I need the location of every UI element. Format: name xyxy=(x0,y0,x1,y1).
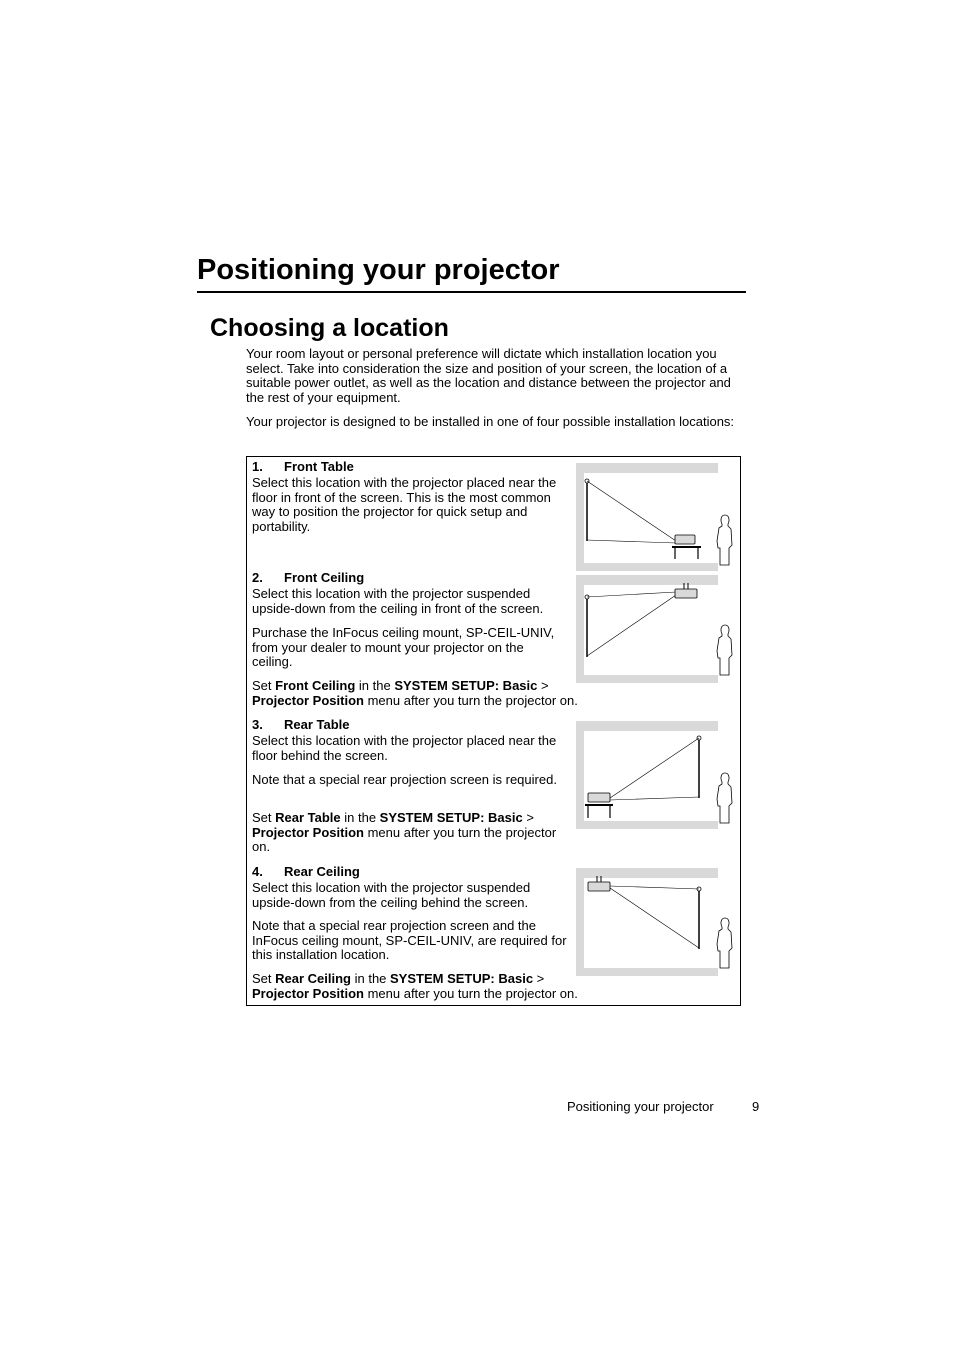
diagram-room xyxy=(584,731,718,821)
item-4-title: 4. Rear Ceiling xyxy=(252,864,360,879)
item-2-description: Select this location with the projector suspended upside-down from the ceiling in front of the screen. xyxy=(252,586,544,616)
item-4-requirements-note: Note that a special rear projection screen and the InFocus ceiling mount, SP-CEIL-UNIV, are required for this installation location. xyxy=(252,918,567,962)
front-table-diagram xyxy=(576,463,740,573)
item-3-menu-instruction: Set Rear Table in the SYSTEM SETUP: Basic > Projector Position menu after you turn the projector on. xyxy=(252,810,557,854)
projector-icon xyxy=(675,589,697,598)
installation-locations-box xyxy=(246,456,741,1006)
front-ceiling-diagram xyxy=(576,575,740,685)
person-icon xyxy=(717,515,732,565)
person-icon xyxy=(717,918,732,968)
item-3-screen-note: Note that a special rear projection screen is required. xyxy=(252,772,557,787)
section-title: Choosing a location xyxy=(210,314,449,342)
item-4-description: Select this location with the projector suspended upside-down from the ceiling behind the screen. xyxy=(252,880,531,910)
item-1-description: Select this location with the projector placed near the floor in front of the screen. This is the most common way to position the projector for quick setup and portability. xyxy=(252,475,557,534)
projector-icon xyxy=(675,535,695,544)
page-title: Positioning your projector xyxy=(197,252,746,293)
person-icon xyxy=(717,773,732,823)
rear-ceiling-diagram xyxy=(576,868,740,978)
intro-paragraph-2: Your projector is designed to be installed in one of four possible installation locations: xyxy=(246,414,735,429)
item-2-title: 2. Front Ceiling xyxy=(252,570,365,585)
page-number: 9 xyxy=(752,1099,760,1114)
item-2-menu-instruction: Set Front Ceiling in the SYSTEM SETUP: Basic > Projector Position menu after you turn the projector on. xyxy=(252,678,578,708)
projector-icon xyxy=(588,793,610,802)
item-3-title: 3. Rear Table xyxy=(252,717,350,732)
diagram-room xyxy=(584,878,718,968)
item-3-description: Select this location with the projector placed near the floor behind the screen. xyxy=(252,733,557,763)
rear-table-diagram xyxy=(576,721,740,831)
item-1-title: 1. Front Table xyxy=(252,459,354,474)
footer-section-label: Positioning your projector xyxy=(567,1099,714,1114)
diagram-room xyxy=(584,585,718,675)
item-4-menu-instruction: Set Rear Ceiling in the SYSTEM SETUP: Basic > Projector Position menu after you turn the projector on. xyxy=(252,971,578,1001)
intro-paragraph-1: Your room layout or personal preference will dictate which installation location you select. Take into consideration the size and position of your screen, the location of a suitable power outlet, as well as the location and distance between the projector and the rest of your equipment. xyxy=(246,346,731,405)
person-icon xyxy=(717,625,732,675)
projector-icon xyxy=(588,882,610,891)
item-2-mount-note: Purchase the InFocus ceiling mount, SP-CEIL-UNIV, from your dealer to mount your projector on the ceiling. xyxy=(252,625,555,669)
